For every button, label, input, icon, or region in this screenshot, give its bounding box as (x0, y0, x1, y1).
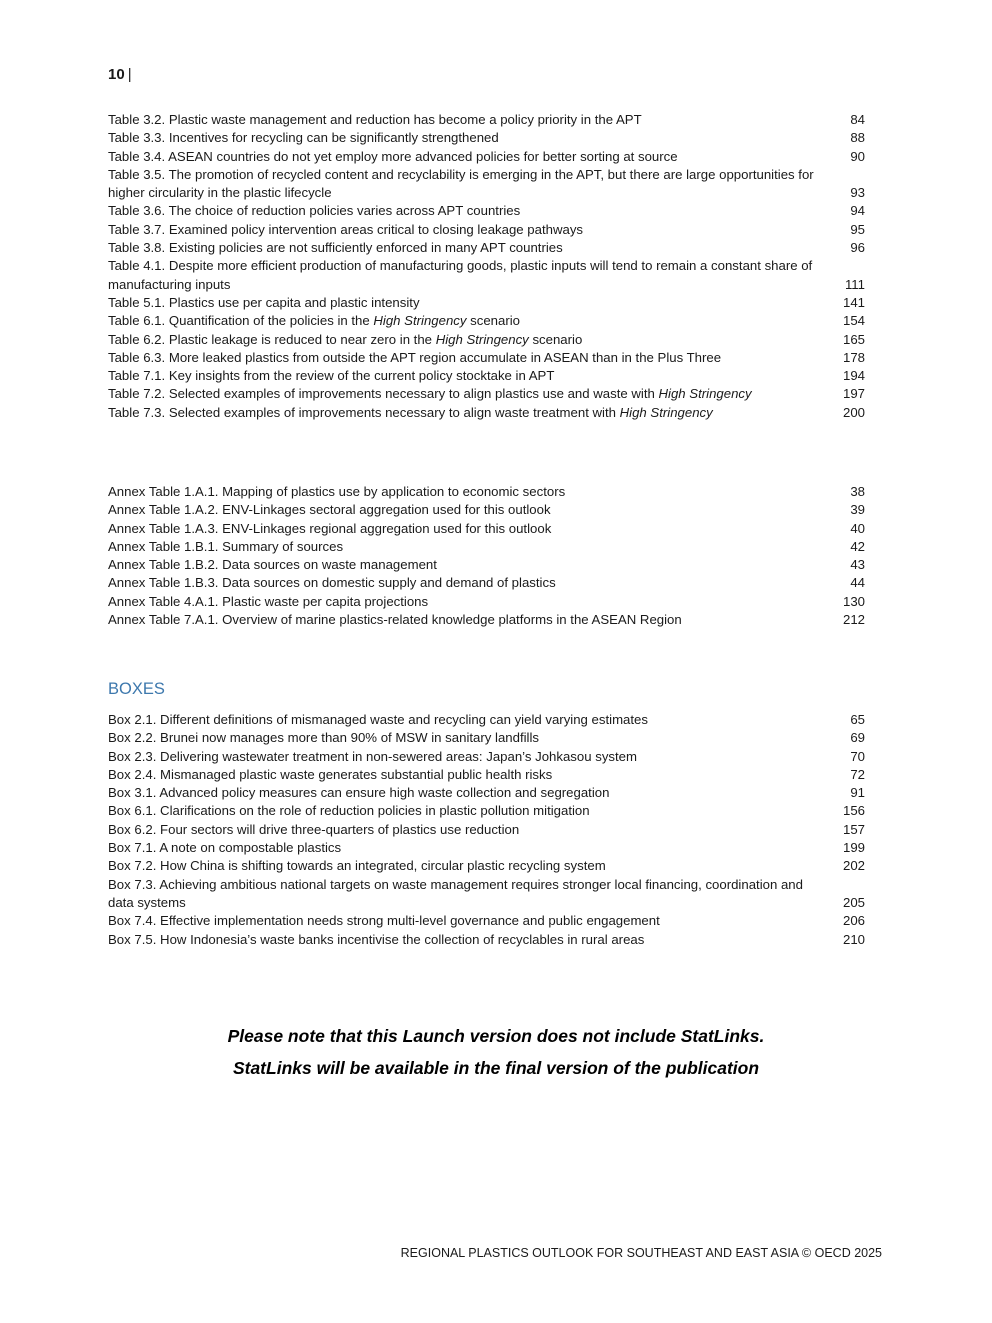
toc-entry[interactable] (108, 802, 865, 820)
toc-entry-title-part: Box 2.3. Delivering wastewater treatment in non-sewered areas: Japan’s Johkasou system (108, 748, 637, 764)
toc-entry-title (108, 483, 841, 501)
toc-entry[interactable] (108, 202, 865, 220)
toc-entry[interactable] (108, 221, 865, 239)
toc-entry-page: 84 (850, 112, 865, 127)
toc-entry[interactable] (108, 611, 865, 629)
toc-entry-title-part: Annex Table 1.B.3. Data sources on domestic supply and demand of plastics (108, 575, 556, 591)
toc-entry-title (108, 239, 841, 257)
toc-entry-title (108, 611, 841, 629)
toc-entry-page: 90 (850, 148, 865, 164)
toc-entry-page: 72 (850, 766, 865, 782)
list-of-annex-tables (108, 483, 865, 629)
toc-entry-page: 43 (850, 557, 865, 573)
toc-entry-title-part: Table 7.3. Selected examples of improvements necessary to align waste treatment with (108, 404, 620, 420)
toc-entry-title (108, 857, 841, 875)
toc-entry-page: 197 (842, 386, 865, 402)
toc-entry-title-part: Table 7.1. Key insights from the review of the current policy stocktake in APT (108, 368, 555, 384)
toc-entry-title (108, 148, 841, 166)
toc-entry[interactable] (108, 931, 865, 949)
toc-entry[interactable] (108, 129, 865, 147)
toc-entry-page: 202 (842, 858, 865, 874)
boxes-heading: BOXES (108, 680, 165, 698)
toc-entry-page: 178 (842, 349, 865, 365)
toc-entry-title (108, 748, 841, 766)
toc-entry[interactable] (108, 520, 865, 538)
toc-entry[interactable] (108, 729, 865, 747)
notice-line-1: Please note that this Launch version does not include StatLinks. (227, 1026, 765, 1046)
toc-entry[interactable] (108, 501, 865, 519)
toc-entry-page: 88 (850, 130, 865, 146)
toc-entry-title (108, 312, 841, 330)
toc-entry-title-part: Table 6.2. Plastic leakage is reduced to near zero in the (108, 331, 436, 347)
toc-entry-page: 42 (850, 538, 865, 554)
toc-entry-page: 95 (850, 221, 865, 237)
toc-entry[interactable] (108, 367, 865, 385)
toc-entry-title (108, 367, 841, 385)
toc-entry-title-part: Box 7.4. Effective implementation needs strong multi-level governance and public engagement (108, 913, 660, 929)
toc-entry-page: 94 (850, 203, 865, 219)
toc-entry-page: 44 (850, 575, 865, 591)
toc-entry-title-part: scenario (466, 313, 520, 329)
toc-entry-title (108, 538, 841, 556)
toc-entry-title-italic: High Stringency (658, 386, 752, 402)
toc-entry[interactable] (108, 312, 865, 330)
toc-entry[interactable] (108, 593, 865, 611)
notice-line-2: StatLinks will be available in the final version of the publication (232, 1058, 760, 1078)
toc-entry[interactable] (108, 257, 865, 294)
toc-entry-title-part: Box 3.1. Advanced policy measures can ensure high waste collection and segregation (108, 785, 610, 801)
toc-entry[interactable] (108, 239, 865, 257)
toc-entry[interactable] (108, 166, 865, 203)
toc-entry-title (108, 766, 841, 784)
toc-entry-page: 96 (850, 240, 865, 256)
toc-entry[interactable] (108, 538, 865, 556)
toc-entry-title (108, 257, 841, 294)
toc-entry-page: 205 (842, 894, 865, 910)
toc-entry[interactable] (108, 912, 865, 930)
toc-entry-title (108, 501, 841, 519)
toc-entry[interactable] (108, 483, 865, 501)
toc-entry-title-part: Annex Table 4.A.1. Plastic waste per capita projections (108, 593, 429, 609)
list-of-boxes (108, 711, 865, 949)
toc-entry[interactable] (108, 748, 865, 766)
toc-entry[interactable] (108, 148, 865, 166)
toc-entry-title-part: Box 2.2. Brunei now manages more than 90% of MSW in sanitary landfills (108, 730, 540, 746)
toc-entry-page: 141 (842, 294, 865, 310)
toc-entry-page: 157 (842, 821, 865, 837)
toc-entry-title (108, 802, 841, 820)
toc-entry-title (108, 129, 841, 147)
toc-entry-page: 200 (842, 404, 865, 420)
toc-entry-page: 65 (850, 712, 865, 727)
toc-entry-page: 111 (844, 276, 865, 292)
toc-entry-page: 199 (842, 840, 865, 856)
toc-entry-page: 70 (850, 748, 865, 764)
toc-entry-title (108, 821, 841, 839)
toc-entry-title-part: Annex Table 1.B.2. Data sources on waste management (108, 557, 437, 573)
toc-entry-title-part: Table 3.3. Incentives for recycling can be significantly strengthened (108, 130, 499, 146)
toc-entry-page: 194 (842, 368, 865, 384)
toc-entry-title-part: scenario (528, 331, 583, 347)
toc-entry-title (108, 593, 841, 611)
list-of-tables (108, 111, 865, 422)
toc-entry-title-part: Table 3.6. The choice of reduction policies varies across APT countries (108, 203, 521, 219)
toc-entry-title-part: Table 3.4. ASEAN countries do not yet employ more advanced policies for better sorting at source (108, 148, 678, 164)
toc-entry-page: 69 (850, 730, 865, 746)
toc-entry[interactable] (108, 111, 865, 129)
toc-entry-title-part: Table 6.1. Quantification of the policies in the (108, 313, 374, 329)
toc-entry-title-part: Box 6.1. Clarifications on the role of reduction policies in plastic pollution mitigation (108, 803, 590, 819)
toc-entry-title-part: Box 7.3. Achieving ambitious national targets on waste management requires stronger local financing, coordination and data systems (108, 876, 803, 910)
toc-entry[interactable] (108, 385, 865, 403)
toc-entry[interactable] (108, 574, 865, 592)
toc-entry-title (108, 876, 841, 913)
toc-entry-title-part: Box 7.1. A note on compostable plastics (108, 840, 342, 856)
toc-entry-page: 91 (850, 785, 865, 801)
toc-entry-title (108, 111, 841, 129)
toc-entry-page: 212 (842, 612, 865, 628)
page-footer: REGIONAL PLASTICS OUTLOOK FOR SOUTHEAST AND EAST ASIA © OECD 2025 (400, 1246, 882, 1260)
toc-entry[interactable] (108, 857, 865, 875)
toc-entry-title-part: Table 7.2. Selected examples of improvements necessary to align plastics use and waste with (108, 386, 659, 402)
toc-entry-title (108, 294, 841, 312)
page-number-separator: | (127, 66, 132, 83)
toc-entry-title-part: Box 7.5. How Indonesia’s waste banks incentivise the collection of recyclables in rural areas (108, 931, 645, 947)
toc-entry-title-italic: High Stringency (435, 331, 529, 347)
page-number (108, 66, 132, 83)
toc-entry-title (108, 202, 841, 220)
toc-entry-title-part: Table 3.7. Examined policy intervention areas critical to closing leakage pathways (108, 221, 584, 237)
toc-entry[interactable] (108, 349, 865, 367)
toc-entry-page: 93 (850, 185, 865, 201)
statlinks-notice (0, 1020, 992, 1084)
toc-entry-title (108, 711, 841, 729)
toc-entry-title-part: Table 6.3. More leaked plastics from outside the APT region accumulate in ASEAN than in the Plus Three (108, 349, 722, 365)
toc-entry-title-part: Table 3.2. Plastic waste management and reduction has become a policy priority in the APT (108, 112, 642, 127)
toc-entry[interactable] (108, 711, 865, 729)
toc-entry[interactable] (108, 876, 865, 913)
page-number-value: 10 (108, 66, 125, 83)
toc-entry-title-part: Table 3.5. The promotion of recycled content and recyclability is emerging in the APT, but there are large opportunities for higher circularity in the plastic lifecycle (108, 166, 814, 201)
toc-entry-title (108, 520, 841, 538)
toc-entry-title-part: Box 7.2. How China is shifting towards an integrated, circular plastic recycling system (108, 858, 606, 874)
toc-entry-title-part: Table 5.1. Plastics use per capita and plastic intensity (108, 294, 420, 310)
toc-entry-title-part: Box 2.1. Different definitions of mismanaged waste and recycling can yield varying estimates (108, 712, 648, 727)
toc-entry-page: 39 (850, 502, 865, 518)
toc-entry-title (108, 729, 841, 747)
toc-entry-title-part: Annex Table 1.A.1. Mapping of plastics use by application to economic sectors (108, 484, 566, 499)
toc-entry[interactable] (108, 784, 865, 802)
toc-entry-page: 165 (842, 331, 865, 347)
toc-entry-title-part: Annex Table 1.A.2. ENV-Linkages sectoral aggregation used for this outlook (108, 502, 551, 518)
toc-entry-title-part: Annex Table 7.A.1. Overview of marine plastics-related knowledge platforms in the ASEAN Region (108, 612, 682, 628)
toc-entry-title (108, 912, 841, 930)
toc-entry-page: 210 (842, 931, 865, 947)
toc-entry-page: 154 (842, 313, 865, 329)
toc-entry-title-part: Table 4.1. Despite more efficient production of manufacturing goods, plastic inputs will tend to remain a constant share of manufacturing inputs (108, 258, 813, 292)
toc-entry[interactable] (108, 821, 865, 839)
toc-entry-title (108, 556, 841, 574)
toc-entry-page: 40 (850, 520, 865, 536)
toc-entry-title-part: Annex Table 1.B.1. Summary of sources (108, 538, 344, 554)
toc-entry-page: 206 (842, 913, 865, 929)
toc-entry-title (108, 931, 841, 949)
toc-entry-title (108, 784, 841, 802)
toc-entry-title-italic: High Stringency (373, 313, 467, 329)
toc-entry-title (108, 221, 841, 239)
toc-entry-title (108, 331, 841, 349)
toc-entry-title (108, 404, 841, 422)
toc-entry-title (108, 385, 841, 403)
toc-entry[interactable] (108, 766, 865, 784)
toc-entry-title (108, 839, 841, 857)
toc-entry-page: 156 (842, 803, 865, 819)
toc-entry[interactable] (108, 404, 865, 422)
toc-entry[interactable] (108, 839, 865, 857)
toc-entry-title (108, 349, 841, 367)
toc-entry-title (108, 166, 841, 203)
toc-entry-page: 38 (850, 484, 865, 499)
toc-entry[interactable] (108, 294, 865, 312)
toc-entry-title (108, 574, 841, 592)
toc-entry[interactable] (108, 331, 865, 349)
toc-entry-page: 130 (842, 593, 865, 609)
toc-entry-title-part: Annex Table 1.A.3. ENV-Linkages regional aggregation used for this outlook (108, 520, 552, 536)
toc-entry-title-part: Table 3.8. Existing policies are not sufficiently enforced in many APT countries (108, 240, 563, 256)
toc-entry-title-part: Box 6.2. Four sectors will drive three-quarters of plastics use reduction (108, 821, 520, 837)
toc-entry[interactable] (108, 556, 865, 574)
toc-entry-title-italic: High Stringency (619, 404, 713, 420)
toc-entry-title-part: Box 2.4. Mismanaged plastic waste generates substantial public health risks (108, 766, 553, 782)
